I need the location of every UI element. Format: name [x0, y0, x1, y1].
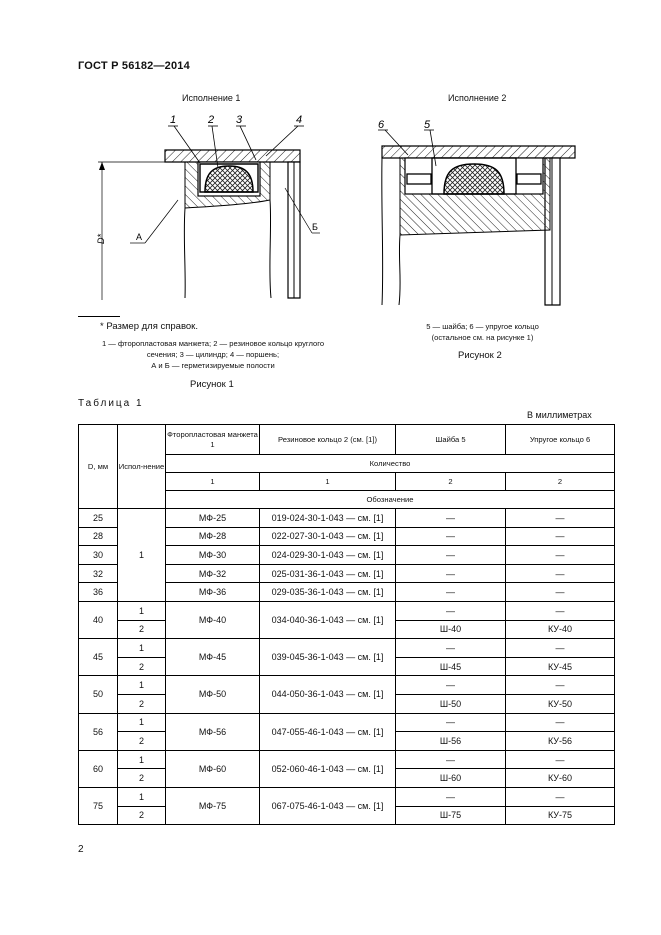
- cell-variant: 1: [118, 750, 166, 769]
- cell-cuff: МФ-28: [166, 527, 260, 546]
- qty-cuff: 1: [166, 473, 260, 491]
- fig1-label-3: 3: [236, 114, 243, 126]
- qty-elastic: 2: [506, 473, 615, 491]
- cell-d: 56: [79, 713, 118, 750]
- cell-d: 36: [79, 583, 118, 602]
- cell-elastic: —: [506, 639, 615, 658]
- cell-elastic: —: [506, 713, 615, 732]
- cell-d: 28: [79, 527, 118, 546]
- qty-washer: 2: [396, 473, 506, 491]
- table-units: В миллиметрах: [527, 410, 592, 420]
- cell-ring: 052-060-46-1-043 — см. [1]: [260, 750, 396, 787]
- cell-washer: —: [396, 713, 506, 732]
- cell-washer: —: [396, 546, 506, 565]
- cell-variant: 2: [118, 806, 166, 825]
- table-title: Таблица 1: [78, 398, 144, 409]
- table-row: [79, 639, 615, 658]
- table-row: [79, 713, 615, 732]
- cell-variant: 1: [118, 787, 166, 806]
- document-header: ГОСТ Р 56182—2014: [78, 60, 190, 72]
- cell-cuff: МФ-45: [166, 639, 260, 676]
- figure2-drawing: [370, 110, 585, 310]
- cell-d: 32: [79, 564, 118, 583]
- cell-cuff: МФ-32: [166, 564, 260, 583]
- header-quantity: Количество: [166, 455, 615, 473]
- cell-ring: 067-075-46-1-043 — см. [1]: [260, 787, 396, 824]
- cell-elastic: —: [506, 527, 615, 546]
- cell-washer: —: [396, 601, 506, 620]
- footnote-note: * Размер для справок.: [100, 321, 198, 332]
- cell-ring: 047-055-46-1-043 — см. [1]: [260, 713, 396, 750]
- cell-washer: —: [396, 509, 506, 528]
- cell-ring: 025-031-36-1-043 — см. [1]: [260, 564, 396, 583]
- cell-ring: 044-050-36-1-043 — см. [1]: [260, 676, 396, 713]
- fig1-label-1: 1: [170, 114, 177, 126]
- cell-washer: —: [396, 676, 506, 695]
- cell-cuff: МФ-56: [166, 713, 260, 750]
- o-ring: [205, 166, 253, 192]
- cell-variant: 2: [118, 694, 166, 713]
- table-row: [79, 750, 615, 769]
- fig2-label-5: 5: [424, 119, 431, 131]
- cell-washer: —: [396, 583, 506, 602]
- cell-variant: 2: [118, 620, 166, 639]
- cell-washer: Ш-45: [396, 657, 506, 676]
- cell-d: 45: [79, 639, 118, 676]
- table-row: [79, 509, 615, 528]
- cylinder-wall: [165, 150, 300, 162]
- col-header-d: D, мм: [79, 425, 118, 509]
- fig1-label-4: 4: [296, 114, 303, 126]
- table-row: [79, 601, 615, 620]
- col-header-ring: Резиновое кольцо 2 (см. [1]): [260, 425, 396, 455]
- parts-table: [78, 424, 615, 825]
- cell-d: 30: [79, 546, 118, 565]
- cell-elastic: —: [506, 787, 615, 806]
- cell-ring: 034-040-36-1-043 — см. [1]: [260, 601, 396, 638]
- cell-elastic: КУ-40: [506, 620, 615, 639]
- page-number: 2: [78, 844, 84, 855]
- cell-variant: 2: [118, 732, 166, 751]
- fig2-label-6: 6: [378, 119, 385, 131]
- fig1-label-2: 2: [208, 114, 215, 126]
- cell-ring: 029-035-36-1-043 — см. [1]: [260, 583, 396, 602]
- cell-ring: 039-045-36-1-043 — см. [1]: [260, 639, 396, 676]
- cell-variant: 1: [118, 713, 166, 732]
- cell-d: 25: [79, 509, 118, 528]
- cell-elastic: —: [506, 676, 615, 695]
- cell-cuff: МФ-25: [166, 509, 260, 528]
- cell-ring: 019-024-30-1-043 — см. [1]: [260, 509, 396, 528]
- dimension-label: D*: [96, 233, 106, 244]
- qty-ring: 1: [260, 473, 396, 491]
- cell-washer: —: [396, 787, 506, 806]
- header-designation: Обозначение: [166, 491, 615, 509]
- cell-elastic: КУ-50: [506, 694, 615, 713]
- cell-variant: 2: [118, 769, 166, 788]
- cell-washer: Ш-56: [396, 732, 506, 751]
- cell-variant: 2: [118, 657, 166, 676]
- cell-variant: 1: [118, 639, 166, 658]
- cell-cuff: МФ-30: [166, 546, 260, 565]
- cell-variant: 1: [118, 509, 166, 602]
- cell-washer: Ш-50: [396, 694, 506, 713]
- cell-elastic: —: [506, 509, 615, 528]
- cell-elastic: —: [506, 601, 615, 620]
- table-row: [79, 676, 615, 695]
- figure1-legend: 1 — фторопластовая манжета; 2 — резиновое кольцо круглого сечения; 3 — цилиндр; 4 — поршень; А и Б — герметизируемые полости: [101, 339, 325, 370]
- cell-cuff: МФ-36: [166, 583, 260, 602]
- cavity-a-label: А: [136, 232, 143, 242]
- cell-ring: 022-027-30-1-043 — см. [1]: [260, 527, 396, 546]
- cell-elastic: КУ-60: [506, 769, 615, 788]
- table-row: [79, 787, 615, 806]
- cell-d: 40: [79, 601, 118, 638]
- cell-elastic: —: [506, 546, 615, 565]
- cell-d: 60: [79, 750, 118, 787]
- cell-washer: Ш-40: [396, 620, 506, 639]
- cell-cuff: МФ-75: [166, 787, 260, 824]
- cell-elastic: —: [506, 564, 615, 583]
- cell-cuff: МФ-40: [166, 601, 260, 638]
- figure1-caption: Рисунок 1: [190, 379, 234, 390]
- figure2-title: Исполнение 2: [448, 93, 507, 103]
- cell-variant: 1: [118, 601, 166, 620]
- cell-elastic: —: [506, 750, 615, 769]
- figure2-legend: 5 — шайба; 6 — упругое кольцо (остальное см. на рисунке 1): [426, 322, 539, 342]
- cell-washer: —: [396, 527, 506, 546]
- cell-elastic: КУ-75: [506, 806, 615, 825]
- figure1-title: Исполнение 1: [182, 93, 241, 103]
- figure2-caption: Рисунок 2: [458, 350, 502, 361]
- col-header-washer: Шайба 5: [396, 425, 506, 455]
- footnote-rule: [78, 316, 120, 317]
- cell-d: 75: [79, 787, 118, 824]
- col-header-variant: Испол-нение: [118, 425, 166, 509]
- cell-elastic: КУ-56: [506, 732, 615, 751]
- cell-elastic: —: [506, 583, 615, 602]
- cell-washer: —: [396, 750, 506, 769]
- cavity-b-label: Б: [312, 222, 318, 232]
- cell-d: 50: [79, 676, 118, 713]
- cell-elastic: КУ-45: [506, 657, 615, 676]
- cell-washer: —: [396, 639, 506, 658]
- cell-washer: Ш-75: [396, 806, 506, 825]
- cell-washer: —: [396, 564, 506, 583]
- cell-cuff: МФ-50: [166, 676, 260, 713]
- col-header-elastic: Упругое кольцо 6: [506, 425, 615, 455]
- cell-cuff: МФ-60: [166, 750, 260, 787]
- figure1-drawing: [90, 108, 320, 310]
- cell-ring: 024-029-30-1-043 — см. [1]: [260, 546, 396, 565]
- col-header-cuff: Фторопластовая манжета 1: [166, 425, 260, 455]
- cell-washer: Ш-60: [396, 769, 506, 788]
- cell-variant: 1: [118, 676, 166, 695]
